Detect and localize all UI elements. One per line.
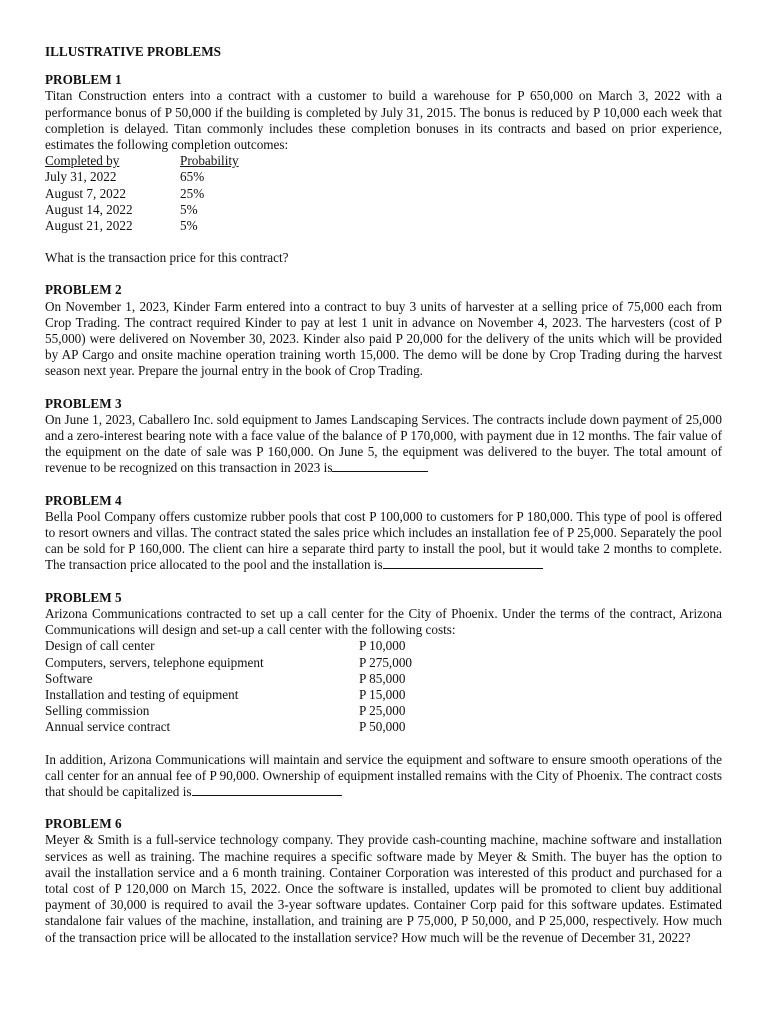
cost-amount: P 85,000 (359, 670, 406, 686)
problem-3-text: On June 1, 2023, Caballero Inc. sold equipment to James Landscaping Services. The contracts include down payment of 25,000 and a zero-interest bearing note with a face value of the balance of P 170,000, with payment due in 12 months. The fair value of the equipment on the date of sale was P 160,000. On June 5, the equipment was delivered to the buyer. The total amount of revenue to be recognized on this transaction in 2023 is (45, 411, 722, 476)
cost-item: Installation and testing of equipment (45, 686, 239, 702)
problem-1 (45, 72, 722, 266)
problem-6-text: Meyer & Smith is a full-service technology company. They provide cash-counting machine, machine software and installation services as well as training. The machine requires a specific software made by Meyer & Smith. The buyer has the option to avail the installation service and a 6 month training. Container Corporation was interested of this product and purchased for a total cost of P 120,000 on March 15, 2022. Once the software is installed, updates will be promoted to client buy additional payment of 30,000 is required to avail the 3-year software updates. Container Corp paid for this software updates. Estimated standalone fair values of the machine, installation, and training are P 75,000, P 50,000, and P 25,000, respectively. How much of the transaction price will be allocated to the installation service? How much will be the revenue of December 31, 2022? (45, 832, 722, 945)
cost-amount: P 25,000 (359, 703, 406, 719)
problem-2-heading: PROBLEM 2 (45, 282, 122, 298)
problem-6-heading: PROBLEM 6 (45, 816, 122, 832)
problem-4 (45, 493, 722, 574)
answer-blank (383, 557, 543, 569)
outcome-probability: 5% (180, 201, 198, 217)
cost-item: Computers, servers, telephone equipment (45, 654, 264, 670)
document-title: ILLUSTRATIVE PROBLEMS (45, 44, 221, 59)
cost-item: Selling commission (45, 703, 150, 719)
cost-item: Design of call center (45, 638, 155, 654)
problem-4-heading: PROBLEM 4 (45, 492, 122, 508)
problem-5-text: Arizona Communications contracted to set up a call center for the City of Phoenix. Under the terms of the contract, Arizona Communications will design and set-up a call center with the following costs: (45, 605, 722, 638)
outcome-date: August 7, 2022 (45, 185, 126, 201)
cost-amount: P 275,000 (359, 654, 413, 670)
problem-3 (45, 396, 722, 477)
problem-1-text: Titan Construction enters into a contract with a customer to build a warehouse for P 650,000 on March 3, 2022 with a performance bonus of P 50,000 if the building is completed by July 31, 2015. The bonus is reduced by P 10,000 each week that completion is delayed. Titan commonly includes these completion bonuses in its contracts and based on prior experience, estimates the following completion outcomes: (45, 88, 722, 153)
problem-1-question: What is the transaction price for this contract? (45, 250, 289, 266)
problem-4-text: Bella Pool Company offers customize rubber pools that cost P 100,000 to customers for P 180,000. This type of pool is offered to resort owners and villas. The contract stated the sales price which includes an installation fee of P 25,000. Separately the pool can be sold for P 160,000. The client can hire a separate third party to install the pool, but it would take 2 months to complete. The transaction price allocated to the pool and the installation is (45, 508, 722, 573)
answer-blank (192, 784, 342, 796)
cost-item: Annual service contract (45, 719, 171, 735)
problem-2-text: On November 1, 2023, Kinder Farm entered into a contract to buy 3 units of harvester at a selling price of 75,000 each from Crop Trading. The contract required Kinder to pay at lest 1 unit in advance on November 4, 2023. The harvesters (cost of P 55,000) were delivered on November 30, 2023. Kinder also paid P 20,000 for the delivery of the units which will be provided by AP Cargo and onsite machine operation training worth 15,000. The demo will be done by Crop Trading during the harvest season next year. Prepare the journal entry in the book of Crop Trading. (45, 298, 722, 379)
column-header-probability: Probability (180, 153, 239, 169)
problem-2 (45, 282, 722, 379)
problem-5-paragraph-2 (45, 752, 722, 801)
answer-blank (332, 460, 428, 472)
problem-5-heading: PROBLEM 5 (45, 589, 122, 605)
cost-amount: P 50,000 (359, 719, 406, 735)
cost-amount: P 10,000 (359, 638, 406, 654)
problem-5 (45, 590, 722, 800)
outcome-probability: 65% (180, 169, 205, 185)
column-header-completed-by: Completed by (45, 153, 120, 169)
outcome-probability: 5% (180, 218, 198, 234)
problem-4-paragraph (45, 509, 722, 574)
problem-3-paragraph (45, 412, 722, 477)
document-page (45, 44, 722, 946)
problem-1-heading: PROBLEM 1 (45, 72, 122, 88)
problem-5-text-2: In addition, Arizona Communications will maintain and service the equipment and software to ensure smooth operations of the call center for an annual fee of P 90,000. Ownership of equipment installed remains with the City of Phoenix. The contract costs that should be capitalized is (45, 751, 722, 799)
problem-3-heading: PROBLEM 3 (45, 395, 122, 411)
cost-item: Software (45, 670, 93, 686)
cost-amount: P 15,000 (359, 686, 406, 702)
problem-6 (45, 816, 722, 946)
completion-outcomes-table (45, 153, 722, 234)
outcome-date: August 21, 2022 (45, 218, 133, 234)
outcome-date: August 14, 2022 (45, 201, 133, 217)
outcome-date: July 31, 2022 (45, 169, 117, 185)
outcome-probability: 25% (180, 185, 205, 201)
costs-table (45, 638, 722, 735)
